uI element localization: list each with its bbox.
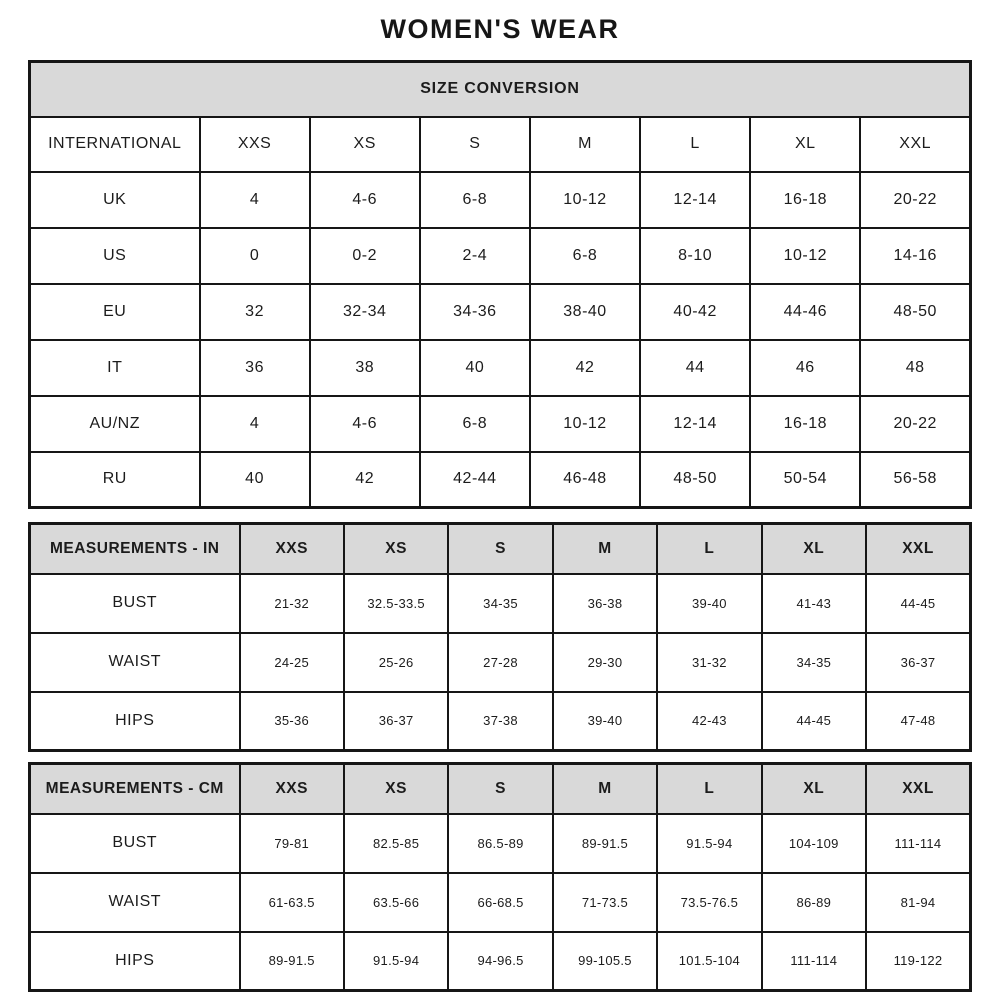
column-header: M [553, 524, 657, 574]
table-cell: 4 [200, 172, 310, 228]
table-banner: SIZE CONVERSION [30, 62, 971, 117]
table-cell: 40 [420, 340, 530, 396]
table-cell: 34-36 [420, 284, 530, 340]
table-cell: 71-73.5 [553, 873, 657, 932]
table-cell: 79-81 [240, 814, 344, 873]
table-cell: 47-48 [866, 692, 970, 751]
table-cell: 6-8 [530, 228, 640, 284]
table-cell: 34-35 [448, 574, 552, 633]
row-label: WAIST [30, 873, 240, 932]
table-cell: 50-54 [750, 452, 860, 508]
table-cell: 10-12 [530, 172, 640, 228]
table-cell: 36 [200, 340, 310, 396]
table-cell: 44-45 [762, 692, 866, 751]
table-cell: 16-18 [750, 396, 860, 452]
table-cell: 14-16 [860, 228, 970, 284]
column-header: XXS [200, 117, 310, 172]
row-label: HIPS [30, 692, 240, 751]
table-cell: 86.5-89 [448, 814, 552, 873]
corner-header: MEASUREMENTS - IN [30, 524, 240, 574]
table-cell: 38-40 [530, 284, 640, 340]
table-cell: 6-8 [420, 396, 530, 452]
table-cell: 40 [200, 452, 310, 508]
column-header: XXL [860, 117, 970, 172]
table-cell: 39-40 [553, 692, 657, 751]
size-conversion-table [28, 60, 972, 509]
table-cell: 29-30 [553, 633, 657, 692]
row-label: US [30, 228, 200, 284]
row-label: AU/NZ [30, 396, 200, 452]
table-cell: 0-2 [310, 228, 420, 284]
column-header: S [448, 524, 552, 574]
row-label: BUST [30, 814, 240, 873]
table-cell: 34-35 [762, 633, 866, 692]
column-header: L [657, 524, 761, 574]
table-cell: 56-58 [860, 452, 970, 508]
table-cell: 36-37 [866, 633, 970, 692]
table-cell: 24-25 [240, 633, 344, 692]
measurements-cm-table [28, 762, 972, 992]
table-cell: 4-6 [310, 172, 420, 228]
table-cell: 99-105.5 [553, 932, 657, 991]
table-cell: 4-6 [310, 396, 420, 452]
table-cell: 32-34 [310, 284, 420, 340]
table-cell: 4 [200, 396, 310, 452]
table-cell: 20-22 [860, 172, 970, 228]
table-cell: 46 [750, 340, 860, 396]
table-cell: 42-43 [657, 692, 761, 751]
table-cell: 16-18 [750, 172, 860, 228]
table-cell: 111-114 [866, 814, 970, 873]
table-cell: 39-40 [657, 574, 761, 633]
table-cell: 44 [640, 340, 750, 396]
table-cell: 44-46 [750, 284, 860, 340]
table-cell: 42 [310, 452, 420, 508]
table-cell: 10-12 [530, 396, 640, 452]
table-cell: 81-94 [866, 873, 970, 932]
table-cell: 94-96.5 [448, 932, 552, 991]
row-label: WAIST [30, 633, 240, 692]
page-title: WOMEN'S WEAR [380, 14, 620, 44]
table-cell: 27-28 [448, 633, 552, 692]
table-cell: 8-10 [640, 228, 750, 284]
table-cell: 36-38 [553, 574, 657, 633]
table-cell: 101.5-104 [657, 932, 761, 991]
column-header: XXL [866, 764, 970, 814]
table-cell: 42-44 [420, 452, 530, 508]
table-cell: 61-63.5 [240, 873, 344, 932]
column-header: L [657, 764, 761, 814]
table-cell: 42 [530, 340, 640, 396]
table-cell: 82.5-85 [344, 814, 448, 873]
table-cell: 10-12 [750, 228, 860, 284]
column-header: XS [344, 764, 448, 814]
corner-header: MEASUREMENTS - CM [30, 764, 240, 814]
table-cell: 89-91.5 [240, 932, 344, 991]
table-cell: 36-37 [344, 692, 448, 751]
row-label: HIPS [30, 932, 240, 991]
table-cell: 104-109 [762, 814, 866, 873]
column-header: L [640, 117, 750, 172]
column-header: XL [762, 524, 866, 574]
row-label: IT [30, 340, 200, 396]
table-cell: 38 [310, 340, 420, 396]
column-header: S [420, 117, 530, 172]
table-cell: 73.5-76.5 [657, 873, 761, 932]
column-header: XXL [866, 524, 970, 574]
table-cell: 32.5-33.5 [344, 574, 448, 633]
table-cell: 91.5-94 [657, 814, 761, 873]
row-label: UK [30, 172, 200, 228]
column-header: M [530, 117, 640, 172]
table-cell: 35-36 [240, 692, 344, 751]
table-cell: 66-68.5 [448, 873, 552, 932]
table-cell: 37-38 [448, 692, 552, 751]
table-cell: 91.5-94 [344, 932, 448, 991]
table-cell: 6-8 [420, 172, 530, 228]
column-header: M [553, 764, 657, 814]
table-cell: 12-14 [640, 172, 750, 228]
corner-header: INTERNATIONAL [30, 117, 200, 172]
table-cell: 48-50 [640, 452, 750, 508]
table-cell: 25-26 [344, 633, 448, 692]
table-cell: 41-43 [762, 574, 866, 633]
table-cell: 12-14 [640, 396, 750, 452]
table-cell: 31-32 [657, 633, 761, 692]
column-header: XXS [240, 764, 344, 814]
column-header: XS [344, 524, 448, 574]
table-cell: 119-122 [866, 932, 970, 991]
table-cell: 44-45 [866, 574, 970, 633]
table-cell: 2-4 [420, 228, 530, 284]
row-label: RU [30, 452, 200, 508]
table-cell: 48 [860, 340, 970, 396]
row-label: BUST [30, 574, 240, 633]
table-cell: 20-22 [860, 396, 970, 452]
column-header: XL [750, 117, 860, 172]
measurements-in-table [28, 522, 972, 752]
table-cell: 21-32 [240, 574, 344, 633]
column-header: XS [310, 117, 420, 172]
table-cell: 40-42 [640, 284, 750, 340]
row-label: EU [30, 284, 200, 340]
column-header: XXS [240, 524, 344, 574]
table-cell: 89-91.5 [553, 814, 657, 873]
table-cell: 48-50 [860, 284, 970, 340]
table-cell: 86-89 [762, 873, 866, 932]
table-cell: 0 [200, 228, 310, 284]
column-header: XL [762, 764, 866, 814]
column-header: S [448, 764, 552, 814]
table-cell: 111-114 [762, 932, 866, 991]
table-cell: 32 [200, 284, 310, 340]
table-cell: 46-48 [530, 452, 640, 508]
table-cell: 63.5-66 [344, 873, 448, 932]
